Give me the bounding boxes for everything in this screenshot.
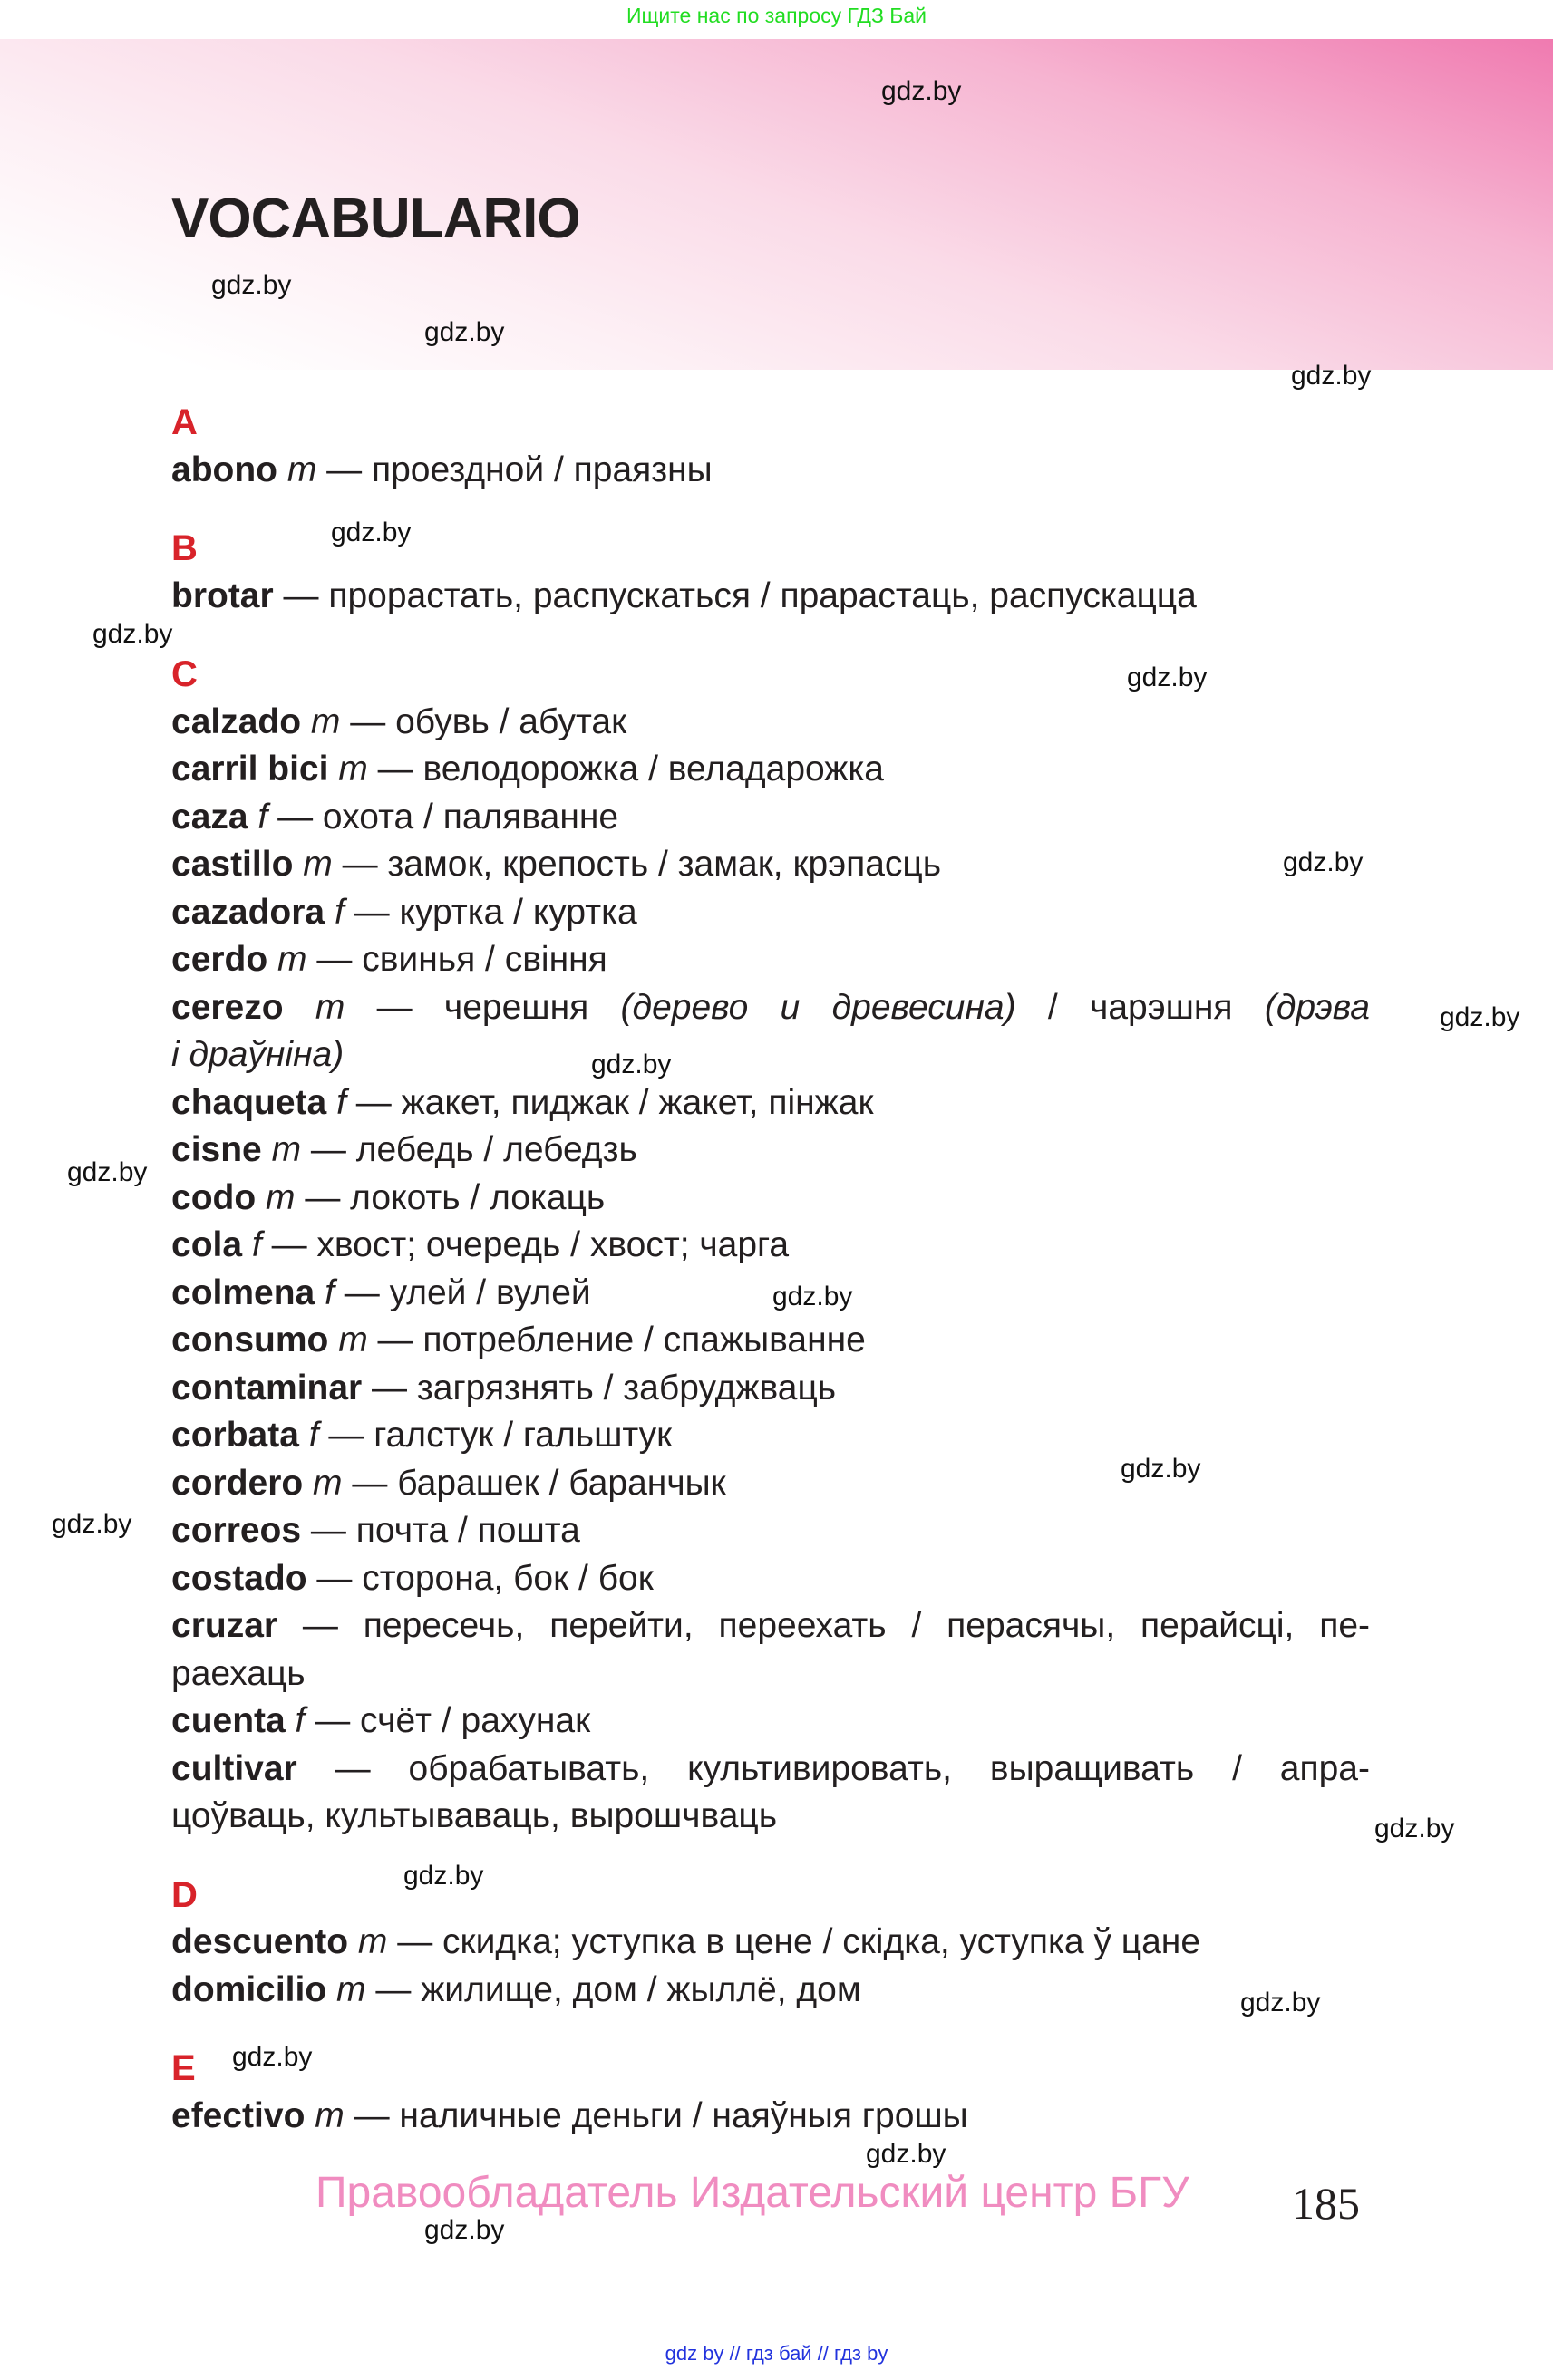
entry-definition: — жакет, пиджак / жакет, пінжак bbox=[345, 1082, 874, 1122]
vocab-entry bbox=[171, 1412, 1370, 1460]
entry-definition: — куртка / куртка bbox=[344, 892, 637, 932]
entry-definition: — черешня bbox=[345, 987, 621, 1027]
entry-gender: m bbox=[277, 940, 307, 979]
entry-term: castillo bbox=[171, 845, 294, 884]
vocab-entry bbox=[171, 794, 1370, 842]
vocab-entry bbox=[171, 1555, 1370, 1603]
vocab-entry bbox=[171, 1270, 1370, 1318]
section-letter: C bbox=[171, 654, 198, 694]
watermark-text: gdz.by bbox=[1121, 1454, 1201, 1484]
watermark-text: gdz.by bbox=[403, 1861, 484, 1891]
vocab-entry bbox=[171, 984, 1370, 1032]
entry-gender: f bbox=[295, 1701, 306, 1740]
watermark-text: gdz.by bbox=[881, 76, 962, 106]
entry-definition: (дерево и древесина) bbox=[620, 987, 1016, 1027]
entry-term: calzado bbox=[171, 701, 302, 741]
section-letter: E bbox=[171, 2048, 196, 2088]
entry-definition: / чарэшня bbox=[1015, 987, 1265, 1027]
entry-term: consumo bbox=[171, 1321, 329, 1359]
entry-definition: цоўваць, культываваць, вырошчваць bbox=[171, 1796, 778, 1835]
section-letter: D bbox=[171, 1874, 198, 1915]
watermark-text: gdz.by bbox=[1240, 1988, 1321, 2017]
entry-definition: — обувь / абутак bbox=[340, 701, 627, 741]
vocabulary-list bbox=[171, 399, 1370, 2140]
vocab-entry bbox=[171, 447, 1370, 495]
entry-definition: — замок, крепость / замак, крэпасць bbox=[332, 845, 942, 884]
vocab-entry bbox=[171, 841, 1370, 889]
entry-definition: — проездной / праязны bbox=[316, 450, 713, 489]
vocab-entry bbox=[171, 1602, 1370, 1650]
entry-term: caza bbox=[171, 797, 248, 837]
vocab-entry bbox=[171, 1317, 1370, 1365]
entry-gender: m bbox=[338, 1321, 368, 1359]
vocab-entry bbox=[171, 1919, 1370, 1967]
watermark-text: gdz.by bbox=[772, 1282, 853, 1311]
footer-links[interactable]: gdz by // гдз бай // гдз by bbox=[665, 2342, 888, 2365]
entry-gender: m bbox=[313, 1463, 343, 1503]
entry-term: carril bici bbox=[171, 750, 329, 788]
entry-term: efectivo bbox=[171, 2095, 306, 2135]
vocab-entry bbox=[171, 1175, 1370, 1223]
entry-definition: — жилище, дом / жыллё, дом bbox=[365, 1969, 861, 2009]
entry-gender: f bbox=[251, 1225, 262, 1264]
entry-term: cisne bbox=[171, 1130, 262, 1169]
entry-definition: — счёт / рахунак bbox=[305, 1701, 591, 1740]
vocab-entry bbox=[171, 2093, 1370, 2141]
watermark-text: gdz.by bbox=[232, 2042, 313, 2072]
vocab-entry bbox=[171, 1967, 1370, 2015]
watermark-text: gdz.by bbox=[1291, 361, 1372, 391]
entry-definition: — свинья / свіння bbox=[306, 940, 607, 979]
vocab-entry-continuation bbox=[171, 1650, 1370, 1698]
watermark-text: gdz.by bbox=[866, 2139, 946, 2169]
watermark-text: gdz.by bbox=[1374, 1814, 1455, 1843]
entry-gender: m bbox=[266, 1177, 296, 1217]
entry-gender: f bbox=[257, 797, 268, 837]
vocab-entry bbox=[171, 1698, 1370, 1746]
vocab-entry bbox=[171, 889, 1370, 937]
copyright-owner-note: Правообладатель Издательский центр БГУ bbox=[315, 2169, 1189, 2217]
entry-gender: m bbox=[271, 1130, 302, 1169]
watermark-text: gdz.by bbox=[591, 1050, 672, 1079]
vocab-entry bbox=[171, 573, 1370, 621]
entry-term: codo bbox=[171, 1177, 257, 1217]
entry-definition: раехаць bbox=[171, 1653, 306, 1693]
watermark-text: gdz.by bbox=[67, 1157, 148, 1187]
entry-gender: m bbox=[310, 701, 341, 741]
entry-definition: — пересечь, перейти, переехать / перасячы, перайсці, пе- bbox=[277, 1606, 1370, 1645]
entry-term: cerezo bbox=[171, 987, 284, 1027]
vocab-entry bbox=[171, 746, 1370, 794]
entry-term: domicilio bbox=[171, 1969, 327, 2009]
watermark-text: gdz.by bbox=[424, 317, 505, 347]
entry-gender: m bbox=[338, 750, 368, 788]
entry-term: colmena bbox=[171, 1272, 315, 1312]
vocab-entry-continuation bbox=[171, 1031, 1370, 1079]
entry-gender: f bbox=[308, 1416, 319, 1455]
entry-definition: — велодорожка / веладарожка bbox=[367, 750, 884, 788]
entry-definition: — обрабатывать, культивировать, выращивать / апра- bbox=[296, 1748, 1370, 1788]
entry-gender: f bbox=[336, 1082, 346, 1122]
entry-definition: — хвост; очередь / хвост; чарга bbox=[261, 1225, 790, 1264]
page-number: 185 bbox=[1292, 2178, 1360, 2229]
entry-term: correos bbox=[171, 1511, 302, 1550]
entry-gender: f bbox=[325, 1272, 335, 1312]
section-letter: B bbox=[171, 528, 198, 568]
vocab-entry bbox=[171, 1507, 1370, 1555]
entry-definition: — улей / вулей bbox=[334, 1272, 591, 1312]
watermark-text: gdz.by bbox=[331, 518, 412, 547]
entry-term: cuenta bbox=[171, 1701, 286, 1740]
entry-gender: f bbox=[334, 892, 345, 932]
vocab-entry-continuation bbox=[171, 1793, 1370, 1841]
entry-definition: і драўніна) bbox=[171, 1035, 345, 1074]
entry-term: cazadora bbox=[171, 892, 325, 932]
entry-definition: — наличные деньги / наяўныя грошы bbox=[344, 2095, 968, 2135]
watermark-text: gdz.by bbox=[211, 270, 292, 300]
vocab-entry bbox=[171, 1222, 1370, 1270]
top-search-note: Ищите нас по запросу ГДЗ Бай bbox=[626, 4, 927, 27]
vocab-entry bbox=[171, 1079, 1370, 1127]
vocab-entry bbox=[171, 1127, 1370, 1175]
page-title: VOCABULARIO bbox=[171, 188, 580, 250]
entry-term: cola bbox=[171, 1225, 243, 1264]
entry-definition: — локоть / локаць bbox=[295, 1177, 606, 1217]
entry-definition: — почта / пошта bbox=[301, 1511, 580, 1550]
entry-term: contaminar bbox=[171, 1368, 363, 1408]
vocab-entry bbox=[171, 699, 1370, 747]
entry-definition: (дрэва bbox=[1264, 987, 1370, 1027]
entry-gender: m bbox=[303, 845, 333, 884]
watermark-text: gdz.by bbox=[92, 619, 173, 649]
entry-gender: m bbox=[357, 1922, 388, 1961]
entry-term: costado bbox=[171, 1558, 307, 1598]
entry-gender: m bbox=[315, 987, 345, 1027]
entry-gender: m bbox=[336, 1969, 366, 2009]
entry-term: cultivar bbox=[171, 1748, 297, 1788]
entry-definition: — загрязнять / забруджваць bbox=[362, 1368, 837, 1408]
entry-definition: — галстук / гальштук bbox=[318, 1416, 673, 1455]
vocab-entry bbox=[171, 1746, 1370, 1794]
entry-term: abono bbox=[171, 450, 277, 489]
watermark-text: gdz.by bbox=[1127, 663, 1208, 692]
entry-term: chaqueta bbox=[171, 1082, 327, 1122]
vocab-entry bbox=[171, 936, 1370, 984]
entry-gender: m bbox=[286, 450, 317, 489]
section-letter: A bbox=[171, 402, 198, 442]
entry-definition: — охота / паляванне bbox=[267, 797, 619, 837]
entry-term: cordero bbox=[171, 1463, 304, 1503]
entry-gender: m bbox=[315, 2095, 345, 2135]
vocab-entry bbox=[171, 1365, 1370, 1413]
entry-definition: — потребление / спажыванне bbox=[367, 1321, 866, 1359]
entry-definition: — лебедь / лебедзь bbox=[301, 1130, 637, 1169]
watermark-text: gdz.by bbox=[1283, 847, 1364, 877]
watermark-text: gdz.by bbox=[1440, 1002, 1520, 1032]
entry-term: cerdo bbox=[171, 940, 268, 979]
entry-definition: — скидка; уступка в цене / скідка, уступка ў цане bbox=[387, 1922, 1201, 1961]
watermark-text: gdz.by bbox=[424, 2215, 505, 2245]
entry-definition: — барашек / баранчык bbox=[342, 1463, 726, 1503]
entry-term: corbata bbox=[171, 1416, 299, 1455]
entry-term: cruzar bbox=[171, 1606, 278, 1645]
entry-definition: — сторона, бок / бок bbox=[306, 1558, 654, 1598]
entry-definition: — прорастать, распускаться / прарастаць, распускацца bbox=[273, 576, 1197, 615]
entry-term: brotar bbox=[171, 576, 274, 615]
watermark-text: gdz.by bbox=[52, 1509, 132, 1539]
entry-term: descuento bbox=[171, 1922, 349, 1961]
